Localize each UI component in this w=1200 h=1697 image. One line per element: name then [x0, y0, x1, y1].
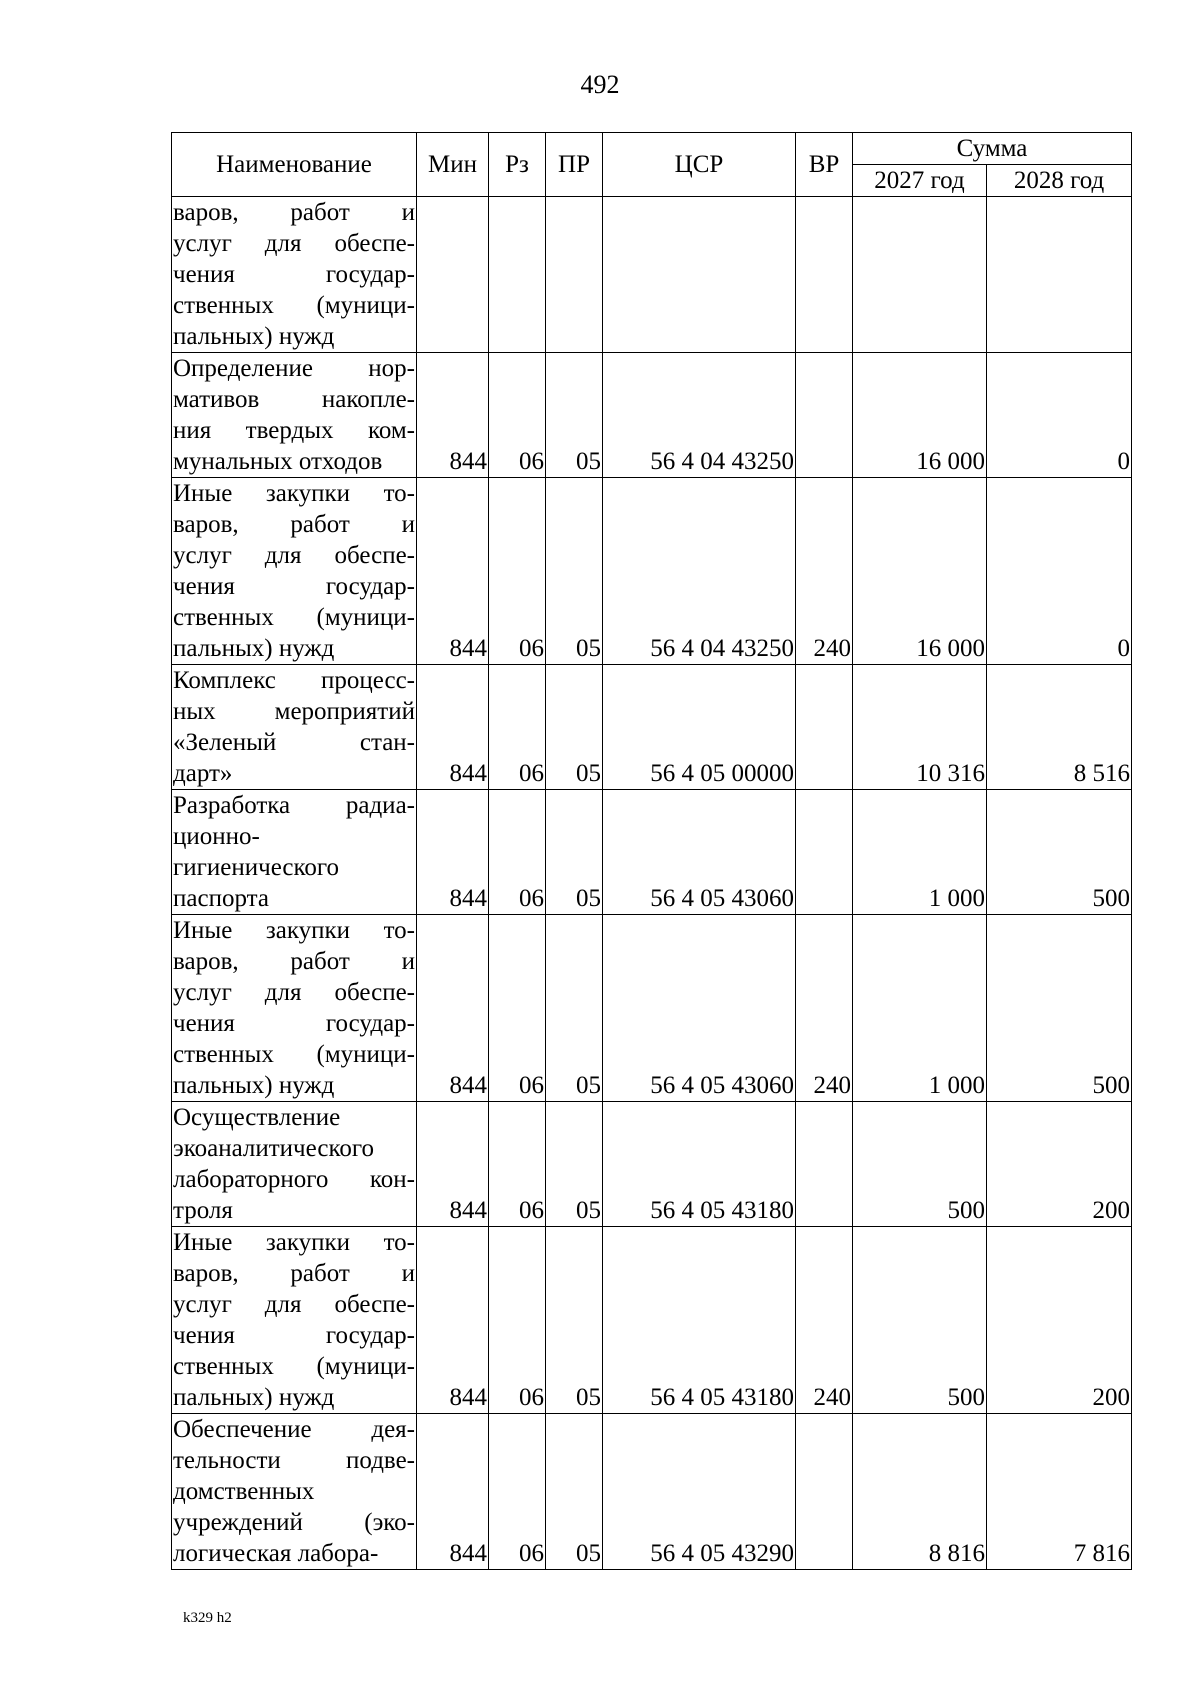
row-amount-2027: 1 000	[853, 915, 987, 1102]
row-pr: 05	[546, 1102, 603, 1227]
row-name-line: домственных	[173, 1478, 315, 1505]
row-csr: 56 4 05 43290	[603, 1414, 796, 1570]
row-name-line: чения государ-	[173, 261, 415, 288]
row-csr: 56 4 05 43060	[603, 915, 796, 1102]
row-amount-2028: 200	[987, 1102, 1132, 1227]
row-vr: 240	[796, 478, 853, 665]
row-name-line: Определение нор-	[173, 355, 415, 382]
row-vr: 240	[796, 915, 853, 1102]
row-name-line: варов, работ и	[173, 199, 415, 226]
row-csr: 56 4 04 43250	[603, 478, 796, 665]
row-name-line: ственных (муници-	[173, 1353, 415, 1380]
row-amount-2028	[987, 197, 1132, 353]
row-amount-2027: 500	[853, 1102, 987, 1227]
row-name-line: паспорта	[173, 885, 269, 912]
row-name-line: дарт»	[173, 760, 233, 787]
row-name-line: «Зеленый стан-	[173, 729, 415, 756]
row-name-line: Комплекс процесс-	[173, 667, 415, 694]
row-rz	[489, 197, 546, 353]
row-name-line: гигиенического	[173, 854, 340, 881]
row-min: 844	[417, 353, 489, 478]
row-amount-2027: 8 816	[853, 1414, 987, 1570]
row-min: 844	[417, 1227, 489, 1414]
row-name-line: ственных (муници-	[173, 604, 415, 631]
row-min: 844	[417, 915, 489, 1102]
row-amount-2028: 7 816	[987, 1414, 1132, 1570]
table-row	[172, 665, 1132, 790]
row-amount-2027	[853, 197, 987, 353]
row-amount-2028: 8 516	[987, 665, 1132, 790]
row-name	[172, 1102, 417, 1227]
row-csr	[603, 197, 796, 353]
row-name-line: пальных) нужд	[173, 1072, 335, 1099]
row-rz: 06	[489, 353, 546, 478]
row-amount-2027: 16 000	[853, 353, 987, 478]
row-min: 844	[417, 790, 489, 915]
row-rz: 06	[489, 915, 546, 1102]
row-name-line: Осуществление	[173, 1104, 341, 1131]
row-name-line: чения государ-	[173, 1010, 415, 1037]
header-min: Мин	[417, 133, 489, 197]
row-amount-2028: 200	[987, 1227, 1132, 1414]
row-name	[172, 915, 417, 1102]
row-name-line: услуг для обеспе-	[173, 979, 415, 1006]
table-row	[172, 478, 1132, 665]
header-csr: ЦСР	[603, 133, 796, 197]
row-name-line: Иные закупки то-	[173, 480, 415, 507]
header-sum: Сумма	[853, 133, 1132, 165]
row-pr: 05	[546, 790, 603, 915]
row-name-line: пальных) нужд	[173, 635, 335, 662]
row-name-line: услуг для обеспе-	[173, 542, 415, 569]
row-name-line: варов, работ и	[173, 511, 415, 538]
row-vr	[796, 1414, 853, 1570]
table-header	[172, 133, 1132, 197]
row-name-line: ционно-	[173, 823, 260, 850]
row-vr	[796, 665, 853, 790]
row-name-line: учреждений (эко-	[173, 1509, 415, 1536]
row-vr	[796, 790, 853, 915]
header-pr: ПР	[546, 133, 603, 197]
row-name	[172, 197, 417, 353]
row-rz: 06	[489, 478, 546, 665]
row-name	[172, 478, 417, 665]
row-name	[172, 1414, 417, 1570]
table-row	[172, 197, 1132, 353]
row-amount-2027: 1 000	[853, 790, 987, 915]
row-name-line: пальных) нужд	[173, 1384, 335, 1411]
row-pr: 05	[546, 353, 603, 478]
row-name-line: пальных) нужд	[173, 323, 335, 350]
row-pr: 05	[546, 915, 603, 1102]
row-min: 844	[417, 1102, 489, 1227]
row-vr	[796, 197, 853, 353]
row-name-line: лабораторного кон-	[173, 1166, 415, 1193]
row-csr: 56 4 05 43060	[603, 790, 796, 915]
header-year-2028: 2028 год	[987, 165, 1132, 197]
page-number: 492	[580, 70, 620, 99]
table-row	[172, 1227, 1132, 1414]
row-min	[417, 197, 489, 353]
row-name	[172, 665, 417, 790]
row-rz: 06	[489, 1102, 546, 1227]
table-row	[172, 790, 1132, 915]
row-amount-2027: 10 316	[853, 665, 987, 790]
row-pr: 05	[546, 1414, 603, 1570]
row-name-line: ственных (муници-	[173, 292, 415, 319]
row-amount-2027: 16 000	[853, 478, 987, 665]
header-rz: Рз	[489, 133, 546, 197]
row-name-line: услуг для обеспе-	[173, 230, 415, 257]
row-name-line: экоаналитического	[173, 1135, 374, 1162]
row-vr	[796, 1102, 853, 1227]
row-min: 844	[417, 1414, 489, 1570]
row-rz: 06	[489, 790, 546, 915]
row-rz: 06	[489, 665, 546, 790]
row-name-line: тельности подве-	[173, 1447, 415, 1474]
footer-code: k329 h2	[183, 1610, 232, 1626]
row-name-line: Разработка радиа-	[173, 792, 415, 819]
row-pr: 05	[546, 1227, 603, 1414]
row-amount-2028: 0	[987, 478, 1132, 665]
row-amount-2028: 500	[987, 915, 1132, 1102]
row-vr: 240	[796, 1227, 853, 1414]
table-row	[172, 1102, 1132, 1227]
row-min: 844	[417, 478, 489, 665]
row-name-line: чения государ-	[173, 573, 415, 600]
row-name	[172, 353, 417, 478]
row-name-line: Иные закупки то-	[173, 917, 415, 944]
row-name-line: логическая лабора-	[173, 1540, 379, 1567]
header-year-2027: 2027 год	[853, 165, 987, 197]
row-name-line: услуг для обеспе-	[173, 1291, 415, 1318]
row-csr: 56 4 05 43180	[603, 1102, 796, 1227]
row-name-line: ственных (муници-	[173, 1041, 415, 1068]
row-name-line: ных мероприятий	[173, 698, 415, 725]
table-row	[172, 353, 1132, 478]
row-name-line: мунальных отходов	[173, 448, 383, 475]
row-name-line: троля	[173, 1197, 233, 1224]
row-name-line: варов, работ и	[173, 1260, 415, 1287]
row-amount-2027: 500	[853, 1227, 987, 1414]
row-name-line: мативов накопле-	[173, 386, 415, 413]
row-min: 844	[417, 665, 489, 790]
row-pr	[546, 197, 603, 353]
row-rz: 06	[489, 1414, 546, 1570]
table-row	[172, 915, 1132, 1102]
row-name-line: Иные закупки то-	[173, 1229, 415, 1256]
row-name-line: чения государ-	[173, 1322, 415, 1349]
row-name-line: Обеспечение дея-	[173, 1416, 415, 1443]
row-csr: 56 4 05 43180	[603, 1227, 796, 1414]
row-name-line: ния твердых ком-	[173, 417, 415, 444]
table-row	[172, 1414, 1132, 1570]
row-amount-2028: 0	[987, 353, 1132, 478]
row-rz: 06	[489, 1227, 546, 1414]
row-name	[172, 1227, 417, 1414]
row-vr	[796, 353, 853, 478]
row-name	[172, 790, 417, 915]
row-pr: 05	[546, 478, 603, 665]
row-pr: 05	[546, 665, 603, 790]
header-name: Наименование	[172, 133, 417, 197]
header-vr: ВР	[796, 133, 853, 197]
budget-table	[171, 132, 1132, 1570]
table-body	[172, 197, 1132, 1570]
row-amount-2028: 500	[987, 790, 1132, 915]
row-csr: 56 4 05 00000	[603, 665, 796, 790]
row-name-line: варов, работ и	[173, 948, 415, 975]
row-csr: 56 4 04 43250	[603, 353, 796, 478]
